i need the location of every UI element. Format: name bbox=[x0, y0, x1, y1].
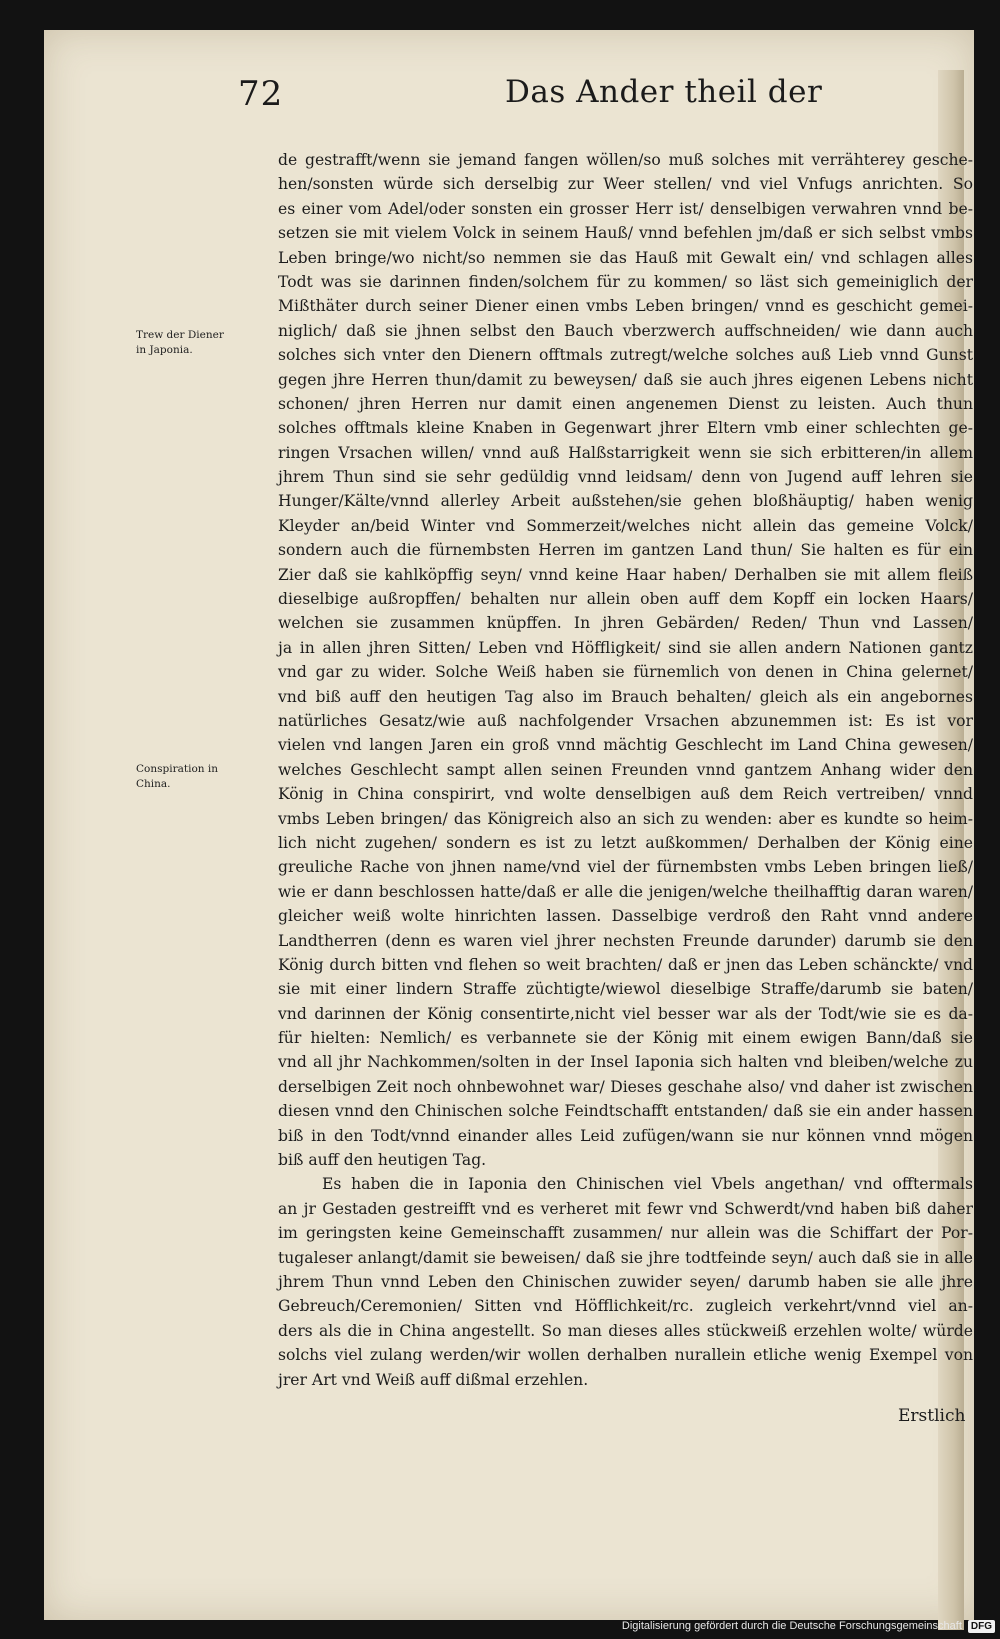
page-number: 72 bbox=[238, 74, 284, 114]
body-line: biß auff den heutigen Tag. bbox=[278, 1151, 487, 1170]
margin-note-line: Conspiration in bbox=[136, 763, 218, 775]
margin-note-line: in Japonia. bbox=[136, 344, 193, 356]
body-line: hen/sonsten würde sich derselbig zur Weer stellen/ vnd viel Vnfugs anrichten. So bbox=[278, 175, 973, 194]
body-line: Landtherren (denn es waren viel jhrer nechsten Freunde darunder) darumb sie den bbox=[278, 931, 973, 950]
body-line: de gestrafft/wenn sie jemand fangen wöllen/so muß solches mit verrähterey gesche- bbox=[278, 151, 973, 169]
footer-bar bbox=[590, 1616, 995, 1636]
body-line: niglich/ daß sie jhnen selbst den Bauch vberzwerch auffschneiden/ wie dann auch bbox=[278, 321, 973, 340]
body-line: Es haben die in Iaponia den Chinischen viel Vbels angethan/ vnd offtermals bbox=[322, 1175, 973, 1194]
body-line: wie er dann beschlossen hatte/daß er alle die jenigen/welche theilhafftig daran waren/ bbox=[278, 882, 973, 901]
body-line: ja in allen jhren Sitten/ Leben vnd Höffligkeit/ sind sie allen andern Nationen gantz bbox=[278, 638, 973, 657]
body-line: schonen/ jhren Herren nur damit einen angenemen Dienst zu leisten. Auch thun bbox=[278, 394, 973, 413]
body-line: welchen sie zusammen knüpffen. In jhren Gebärden/ Reden/ Thun vnd Lassen/ bbox=[278, 614, 973, 633]
body-line: vielen vnd langen Jaren ein groß vnnd mächtig Geschlecht im Land China gewesen/ bbox=[278, 736, 973, 755]
body-line: Gebreuch/Ceremonien/ Sitten vnd Höfflichkeit/rc. zugleich verkehrt/vnnd viel an- bbox=[278, 1297, 973, 1316]
body-line: derselbigen Zeit noch ohnbewohnet war/ Dieses geschahe also/ vnd daher ist zwischen bbox=[278, 1077, 973, 1096]
body-line: sondern auch die fürnembsten Herren im gantzen Land thun/ Sie halten es für ein bbox=[278, 541, 973, 560]
body-line: lich nicht zugehen/ sondern es ist zu letzt außkommen/ Derhalben der König eine bbox=[278, 833, 973, 852]
body-line: diesen vnnd den Chinischen solche Feindtschafft entstanden/ daß sie ein ander hassen bbox=[278, 1102, 973, 1121]
body-line: dieselbige außropffen/ behalten nur allein oben auff dem Kopff ein locken Haars/ bbox=[278, 590, 973, 609]
body-line: an jr Gestaden gestreifft vnd es verheret mit fewr vnd Schwerdt/vnd haben biß daher bbox=[278, 1199, 973, 1218]
body-line: vnd darinnen der König consentirte,nicht viel besser war als der Todt/wie sie es da- bbox=[278, 1004, 973, 1023]
body-line: solches offtmals kleine Knaben in Gegenwart jhrer Eltern vmb einer schlechten ge- bbox=[278, 419, 973, 438]
body-line: Leben bringe/wo nicht/so nemmen sie das Hauß mit Gewalt ein/ vnd schlagen alles bbox=[278, 248, 973, 267]
body-line: vnd gar zu wider. Solche Weiß haben sie fürnemlich von denen in China gelernet/ bbox=[278, 663, 973, 682]
body-line: es einer vom Adel/oder sonsten ein grosser Herr ist/ denselbigen verwahren vnnd be- bbox=[278, 199, 973, 218]
margin-note-line: China. bbox=[136, 778, 171, 790]
body-line: tugaleser anlangt/damit sie beweisen/ daß sie jhre todtfeinde seyn/ auch daß sie in alle bbox=[278, 1248, 973, 1267]
body-line: jrer Art vnd Weiß auff dißmal erzehlen. bbox=[278, 1370, 589, 1389]
dfg-logo: DFG bbox=[968, 1620, 995, 1633]
body-line: vnd biß auff den heutigen Tag also im Brauch behalten/ gleich als ein angebornes bbox=[278, 687, 973, 706]
footer-credit: Digitalisierung gefördert durch die Deutsche Forschungsgemeinschaft bbox=[621, 1620, 962, 1632]
body-line: Zier daß sie kahlköpffig seyn/ vnnd keine Haar haben/ Derhalben sie mit allem fleiß bbox=[278, 565, 973, 584]
body-line: solches sich vnter den Dienern offtmals zutregt/welche solches auß Lieb vnnd Gunst bbox=[278, 346, 973, 365]
body-line: im geringsten keine Gemeinschafft zusammen/ nur allein was die Schiffart der Por- bbox=[278, 1224, 973, 1243]
body-line: jhrem Thun sind sie sehr gedüldig vnnd leidsam/ denn von Jugend auff lehren sie bbox=[278, 468, 973, 487]
body-line: jhrem Thun vnnd Leben den Chinischen zuwider seyen/ darumb haben sie alle jhre bbox=[278, 1272, 973, 1291]
catchword: Erstlich bbox=[898, 1406, 966, 1426]
body-line: greuliche Rache von jhnen name/vnd viel der fürnembsten vmbs Leben bringen ließ/ bbox=[278, 858, 973, 877]
body-line: ringen Vrsachen willen/ vnnd auß Halßstarrigkeit wenn sie sich erbitteren/in allem bbox=[278, 443, 973, 462]
body-line: gleicher weiß wolte hinrichten lassen. Dasselbige verdroß den Raht vnnd andere bbox=[278, 907, 973, 926]
body-line: vmbs Leben bringen/ das Königreich also an sich zu wenden: aber es kundte so heim- bbox=[278, 809, 973, 828]
body-text bbox=[278, 148, 973, 1392]
body-line: welches Geschlecht sampt allen seinen Freunden vnnd gantzem Anhang wider den bbox=[278, 760, 973, 779]
body-line: biß in den Todt/vnnd einander alles Leid zufügen/wann sie nur können vnnd mögen bbox=[278, 1126, 973, 1145]
body-line: ders als die in China angestellt. So man dieses alles stückweiß erzehlen wolte/ würde bbox=[278, 1321, 973, 1340]
body-line: Kleyder an/beid Winter vnd Sommerzeit/welches nicht allein das gemeine Volck/ bbox=[278, 516, 973, 535]
body-line: sie mit einer lindern Straffe züchtigte/wiewol dieselbige Straffe/darumb sie baten/ bbox=[278, 980, 973, 999]
margin-note-line: Trew der Diener bbox=[136, 329, 224, 341]
body-line: solchs viel zulang werden/wir wollen derhalben nurallein etliche wenig Exempel von bbox=[278, 1346, 973, 1365]
body-line: vnd all jhr Nachkommen/solten in der Insel Iaponia sich halten vnd bleiben/welche zu bbox=[278, 1053, 973, 1072]
body-line: gegen jhre Herren thun/damit zu beweysen/ daß sie auch jhres eigenen Lebens nicht bbox=[278, 370, 973, 389]
body-line: König in China conspirirt, vnd wolte denselbigen auß dem Reich vertreiben/ vnnd bbox=[278, 785, 973, 804]
body-line: natürliches Gesatz/wie auß nachfolgender Vrsachen abzunemmen ist: Es ist vor bbox=[278, 711, 973, 730]
body-line: setzen sie mit vielem Volck in seinem Hauß/ vnnd befehlen jm/daß er sich selbst vmbs bbox=[278, 224, 973, 243]
body-line: Hunger/Kälte/vnnd allerley Arbeit außstehen/sie gehen bloßhäuptig/ haben wenig bbox=[278, 492, 973, 511]
body-line: Todt was sie darinnen finden/solchem für zu kommen/ so läst sich gemeiniglich der bbox=[278, 272, 973, 291]
body-line: Mißthäter durch seiner Diener einen vmbs Leben bringen/ vnnd es geschicht gemei- bbox=[278, 297, 973, 316]
body-line: für hielten: Nemlich/ es verbannete sie der König mit einem ewigen Bann/daß sie bbox=[278, 1029, 973, 1048]
margin-note-conspiration bbox=[136, 762, 284, 792]
margin-note-trew bbox=[136, 328, 284, 358]
body-line: König durch bitten vnd flehen so weit brachten/ daß er jnen das Leben schänckte/ vnd bbox=[278, 955, 973, 974]
running-title: Das Ander theil der bbox=[505, 74, 823, 110]
